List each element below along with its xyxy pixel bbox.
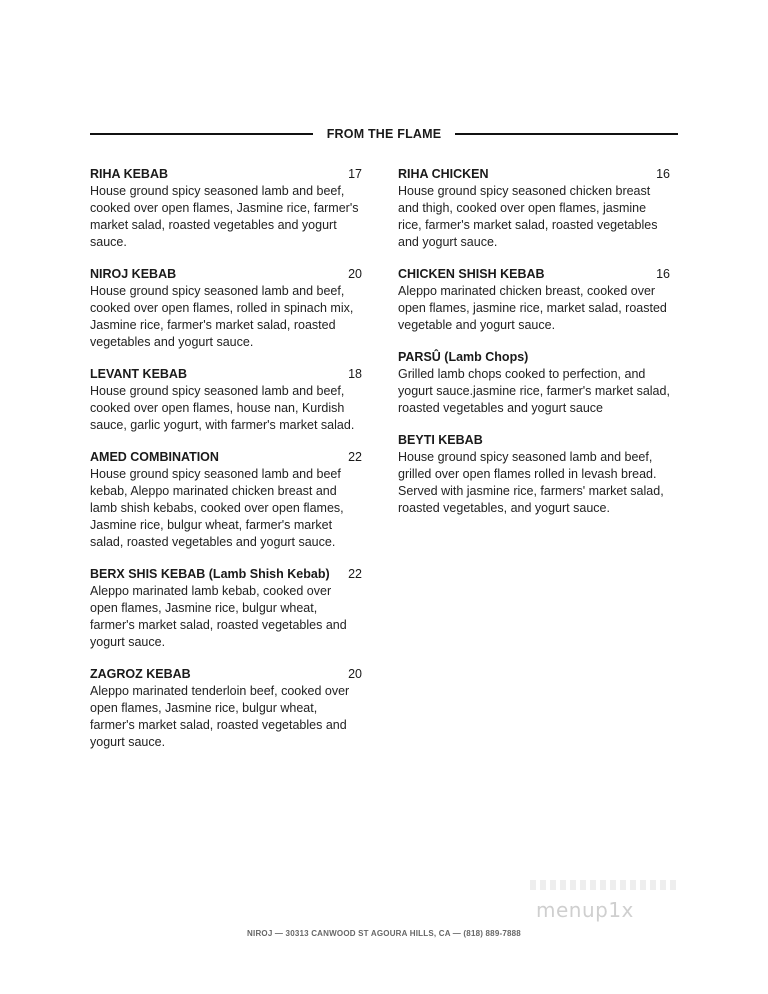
item-price: 20 [348,667,362,681]
item-description: House ground spicy seasoned lamb and beef, cooked over open flames, Jasmine rice, farmer's market salad, roasted vegetables and yogurt sauce. [90,184,359,249]
menu-item [398,349,670,417]
item-price: 22 [348,567,362,581]
item-price: 16 [656,267,670,281]
item-name: RIHA CHICKEN [398,167,489,181]
menu-item [90,666,362,751]
item-name: CHICKEN SHISH KEBAB [398,267,545,281]
item-name: AMED COMBINATION [90,450,219,464]
item-price: 20 [348,267,362,281]
section-title: FROM THE FLAME [326,127,442,141]
item-name: BEYTI KEBAB [398,433,483,447]
item-description: Aleppo marinated chicken breast, cooked over open flames, jasmine rice, market salad, roasted vegetable and yogurt sauce. [398,284,667,332]
menu-item [398,266,670,334]
menu-column-right [398,166,670,532]
item-name: PARSÛ (Lamb Chops) [398,350,529,364]
item-name: BERX SHIS KEBAB (Lamb Shish Kebab) [90,567,330,581]
header-rule-right [455,133,678,135]
footer-address: NIROJ — 30313 CANWOOD ST AGOURA HILLS, CA — (818) 889-7888 [247,929,521,938]
menu-item [90,266,362,351]
item-name: LEVANT KEBAB [90,367,187,381]
item-price: 17 [348,167,362,181]
item-description: House ground spicy seasoned lamb and beef, cooked over open flames, rolled in spinach mix, Jasmine rice, farmer's market salad, roasted vegetables and yogurt sauce. [90,284,354,349]
watermark-decoration [530,880,680,890]
item-description: House ground spicy seasoned lamb and beef, cooked over open flames, house nan, Kurdish sauce, garlic yogurt, with farmer's market salad. [90,384,355,432]
menu-item [90,366,362,434]
menu-item [90,566,362,651]
item-description: House ground spicy seasoned lamb and beef kebab, Aleppo marinated chicken breast and lamb shish kebabs, cooked over open flames, Jasmine rice, bulgur wheat, farmer's market salad, roasted vegetables and yogurt sauce. [90,467,344,549]
item-name: RIHA KEBAB [90,167,169,181]
item-description: Aleppo marinated lamb kebab, cooked over open flames, Jasmine rice, bulgur wheat, farmer's market salad, roasted vegetables and yogurt sauce. [90,584,347,649]
menu-column-left [90,166,362,766]
menu-item [398,432,670,517]
watermark-logo: menup1x [536,898,634,922]
item-description: House ground spicy seasoned lamb and beef, grilled over open flames rolled in levash bread. Served with jasmine rice, farmers' market salad, roasted vegetables, and yogurt sauce. [398,450,664,515]
item-description: Aleppo marinated tenderloin beef, cooked over open flames, Jasmine rice, bulgur wheat, farmer's market salad, roasted vegetables and yogurt sauce. [90,684,350,749]
menu-item [90,449,362,551]
menu-item [90,166,362,251]
section-header [90,124,678,144]
item-price: 22 [348,450,362,464]
item-description: House ground spicy seasoned chicken breast and thigh, cooked over open flames, jasmine rice, farmer's market salad, roasted vegetables and yogurt sauce. [398,184,658,249]
header-rule-left [90,133,313,135]
item-name: ZAGROZ KEBAB [90,667,191,681]
item-description: Grilled lamb chops cooked to perfection, and yogurt sauce.jasmine rice, farmer's market salad, roasted vegetables and yogurt sauce [398,367,670,415]
item-name: NIROJ KEBAB [90,267,177,281]
item-price: 16 [656,167,670,181]
menu-item [398,166,670,251]
item-price: 18 [348,367,362,381]
